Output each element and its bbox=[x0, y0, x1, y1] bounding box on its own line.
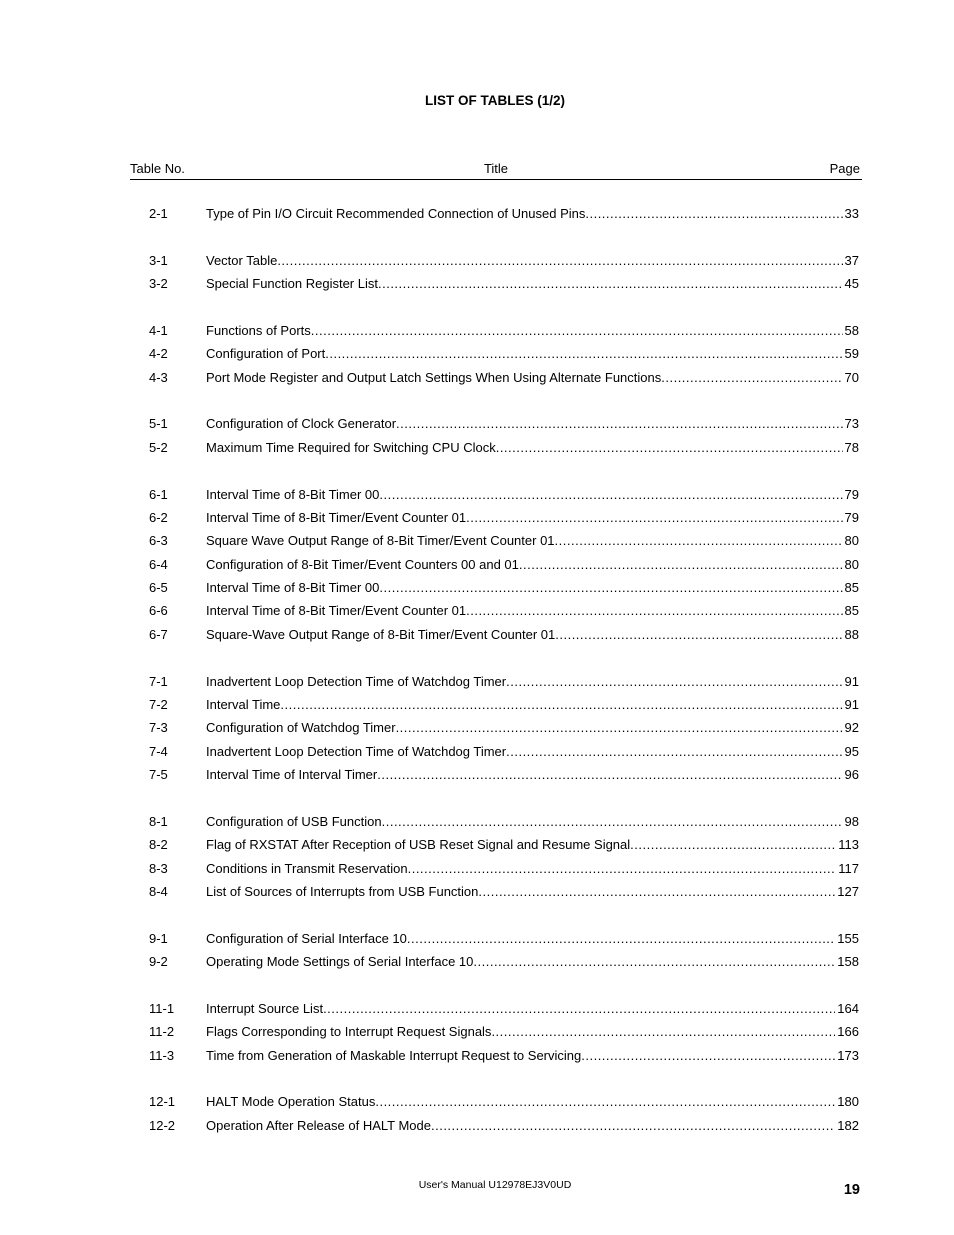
table-row bbox=[0, 1092, 954, 1112]
table-number: 8-1 bbox=[149, 814, 168, 829]
table-row bbox=[0, 835, 954, 855]
table-row bbox=[0, 601, 954, 621]
page-number: 19 bbox=[843, 1182, 860, 1198]
table-entry bbox=[206, 812, 859, 832]
dot-leader bbox=[382, 812, 843, 832]
table-number: 4-1 bbox=[149, 323, 168, 338]
table-page: 88 bbox=[844, 627, 859, 642]
header-table-no: Table No. bbox=[130, 161, 185, 176]
table-number: 8-4 bbox=[149, 884, 168, 899]
table-title: Configuration of Watchdog Timer bbox=[206, 720, 396, 735]
table-entry bbox=[206, 1116, 859, 1136]
table-row bbox=[0, 695, 954, 715]
dot-leader bbox=[377, 765, 842, 785]
table-number: 2-1 bbox=[149, 206, 168, 221]
table-page: 37 bbox=[844, 253, 859, 268]
table-entry bbox=[206, 1092, 859, 1112]
table-number: 7-5 bbox=[149, 767, 168, 782]
table-entry bbox=[206, 438, 859, 458]
table-row bbox=[0, 672, 954, 692]
table-row bbox=[0, 555, 954, 575]
table-page: 73 bbox=[844, 416, 859, 431]
dot-leader bbox=[473, 952, 835, 972]
table-page: 155 bbox=[837, 931, 859, 946]
table-title: Operating Mode Settings of Serial Interface 10 bbox=[206, 954, 474, 969]
dot-leader bbox=[585, 204, 842, 224]
dot-leader bbox=[311, 321, 843, 341]
table-number: 6-6 bbox=[149, 603, 168, 618]
table-title: Time from Generation of Maskable Interrupt Request to Servicing bbox=[206, 1048, 582, 1063]
table-title: Configuration of 8-Bit Timer/Event Counters 00 and 01 bbox=[206, 557, 519, 572]
table-row bbox=[0, 508, 954, 528]
table-number: 11-2 bbox=[149, 1024, 175, 1039]
table-row bbox=[0, 812, 954, 832]
footer-manual-id: User's Manual U12978EJ3V0UD bbox=[418, 1179, 572, 1191]
table-row bbox=[0, 414, 954, 434]
table-number: 6-3 bbox=[149, 533, 168, 548]
table-title: Flag of RXSTAT After Reception of USB Reset Signal and Resume Signal bbox=[206, 837, 631, 852]
dot-leader bbox=[519, 555, 843, 575]
dot-leader bbox=[277, 251, 842, 271]
table-entry bbox=[206, 601, 859, 621]
table-number: 12-2 bbox=[149, 1118, 176, 1133]
dot-leader bbox=[407, 929, 835, 949]
dot-leader bbox=[661, 368, 842, 388]
table-title: Interval Time of 8-Bit Timer/Event Counter 01 bbox=[206, 510, 467, 525]
table-entry bbox=[206, 999, 859, 1019]
dot-leader bbox=[466, 508, 842, 528]
table-page: 96 bbox=[844, 767, 859, 782]
table-row bbox=[0, 204, 954, 224]
dot-leader bbox=[466, 601, 842, 621]
table-page: 45 bbox=[844, 276, 859, 291]
table-row bbox=[0, 1046, 954, 1066]
table-entry bbox=[206, 368, 859, 388]
page-title: LIST OF TABLES (1/2) bbox=[424, 93, 565, 108]
header-title: Title bbox=[483, 161, 509, 176]
table-page: 95 bbox=[844, 744, 859, 759]
dot-leader bbox=[408, 859, 837, 879]
table-title: Port Mode Register and Output Latch Settings When Using Alternate Functions bbox=[206, 370, 662, 385]
table-entry bbox=[206, 485, 859, 505]
table-title: Interval Time bbox=[206, 697, 281, 712]
table-page: 85 bbox=[844, 580, 859, 595]
table-entry bbox=[206, 555, 859, 575]
table-entry bbox=[206, 672, 859, 692]
table-entry bbox=[206, 251, 859, 271]
table-page: 182 bbox=[837, 1118, 859, 1133]
table-row bbox=[0, 765, 954, 785]
table-row bbox=[0, 368, 954, 388]
table-number: 7-2 bbox=[149, 697, 168, 712]
table-row bbox=[0, 742, 954, 762]
table-row bbox=[0, 999, 954, 1019]
table-title: Special Function Register List bbox=[206, 276, 378, 291]
table-title: Maximum Time Required for Switching CPU Clock bbox=[206, 440, 496, 455]
table-number: 6-7 bbox=[149, 627, 168, 642]
dot-leader bbox=[379, 578, 842, 598]
header-page: Page bbox=[829, 161, 860, 176]
table-number: 12-1 bbox=[149, 1094, 176, 1109]
table-title: Operation After Release of HALT Mode bbox=[206, 1118, 431, 1133]
table-entry bbox=[206, 625, 859, 645]
dot-leader bbox=[630, 835, 836, 855]
table-entry bbox=[206, 695, 859, 715]
dot-leader bbox=[323, 999, 835, 1019]
table-title: Vector Table bbox=[206, 253, 278, 268]
table-number: 7-3 bbox=[149, 720, 168, 735]
dot-leader bbox=[375, 1092, 835, 1112]
table-title: Configuration of Serial Interface 10 bbox=[206, 931, 407, 946]
table-page: 85 bbox=[844, 603, 859, 618]
table-row bbox=[0, 1022, 954, 1042]
dot-leader bbox=[506, 742, 842, 762]
table-row bbox=[0, 952, 954, 972]
table-title: Configuration of Clock Generator bbox=[206, 416, 397, 431]
table-title: Square Wave Output Range of 8-Bit Timer/Event Counter 01 bbox=[206, 533, 555, 548]
table-row bbox=[0, 438, 954, 458]
table-row bbox=[0, 882, 954, 902]
dot-leader bbox=[555, 531, 843, 551]
table-row bbox=[0, 344, 954, 364]
table-entry bbox=[206, 578, 859, 598]
table-entry bbox=[206, 882, 859, 902]
table-entry bbox=[206, 508, 859, 528]
table-number: 5-2 bbox=[149, 440, 168, 455]
table-number: 6-5 bbox=[149, 580, 168, 595]
table-number: 7-4 bbox=[149, 744, 168, 759]
dot-leader bbox=[478, 882, 835, 902]
table-entry bbox=[206, 929, 859, 949]
table-title: Interval Time of 8-Bit Timer 00 bbox=[206, 580, 380, 595]
table-row bbox=[0, 578, 954, 598]
table-entry bbox=[206, 1046, 859, 1066]
table-entry bbox=[206, 414, 859, 434]
table-title: Type of Pin I/O Circuit Recommended Connection of Unused Pins bbox=[206, 206, 586, 221]
table-entry bbox=[206, 344, 859, 364]
table-row bbox=[0, 625, 954, 645]
dot-leader bbox=[496, 438, 843, 458]
table-row bbox=[0, 321, 954, 341]
table-entry bbox=[206, 952, 859, 972]
table-row bbox=[0, 929, 954, 949]
dot-leader bbox=[280, 695, 842, 715]
table-title: Configuration of USB Function bbox=[206, 814, 382, 829]
table-title: Interrupt Source List bbox=[206, 1001, 324, 1016]
dot-leader bbox=[431, 1116, 835, 1136]
table-title: Interval Time of 8-Bit Timer 00 bbox=[206, 487, 380, 502]
dot-leader bbox=[396, 718, 843, 738]
table-number: 11-3 bbox=[149, 1048, 175, 1063]
table-page: 78 bbox=[844, 440, 859, 455]
table-entry bbox=[206, 531, 859, 551]
table-entry bbox=[206, 765, 859, 785]
table-number: 7-1 bbox=[149, 674, 168, 689]
table-number: 3-1 bbox=[149, 253, 168, 268]
table-page: 80 bbox=[844, 533, 859, 548]
table-page: 173 bbox=[837, 1048, 859, 1063]
table-page: 92 bbox=[844, 720, 859, 735]
table-entry bbox=[206, 274, 859, 294]
table-title: Functions of Ports bbox=[206, 323, 311, 338]
dot-leader bbox=[325, 344, 842, 364]
table-entry bbox=[206, 718, 859, 738]
table-entry bbox=[206, 742, 859, 762]
table-title: HALT Mode Operation Status bbox=[206, 1094, 376, 1109]
table-number: 6-4 bbox=[149, 557, 168, 572]
table-entry bbox=[206, 204, 859, 224]
table-number: 9-1 bbox=[149, 931, 168, 946]
table-title: Inadvertent Loop Detection Time of Watchdog Timer bbox=[206, 674, 507, 689]
table-title: Flags Corresponding to Interrupt Request Signals bbox=[206, 1024, 492, 1039]
dot-leader bbox=[396, 414, 842, 434]
table-row bbox=[0, 859, 954, 879]
table-number: 5-1 bbox=[149, 416, 168, 431]
table-title: Interval Time of Interval Timer bbox=[206, 767, 378, 782]
table-page: 113 bbox=[838, 837, 859, 852]
table-row bbox=[0, 1116, 954, 1136]
table-row bbox=[0, 531, 954, 551]
table-title: Conditions in Transmit Reservation bbox=[206, 861, 408, 876]
table-page: 166 bbox=[837, 1024, 859, 1039]
table-title: Interval Time of 8-Bit Timer/Event Counter 01 bbox=[206, 603, 467, 618]
dot-leader bbox=[506, 672, 842, 692]
table-number: 11-1 bbox=[149, 1001, 175, 1016]
table-title: Configuration of Port bbox=[206, 346, 326, 361]
dot-leader bbox=[379, 485, 842, 505]
table-number: 3-2 bbox=[149, 276, 168, 291]
table-page: 59 bbox=[844, 346, 859, 361]
table-page: 180 bbox=[837, 1094, 859, 1109]
table-number: 4-3 bbox=[149, 370, 168, 385]
table-page: 91 bbox=[844, 697, 859, 712]
dot-leader bbox=[378, 274, 843, 294]
table-page: 158 bbox=[837, 954, 859, 969]
dot-leader bbox=[555, 625, 842, 645]
table-page: 70 bbox=[844, 370, 859, 385]
table-title: Inadvertent Loop Detection Time of Watchdog Timer bbox=[206, 744, 507, 759]
table-entry bbox=[206, 321, 859, 341]
table-title: List of Sources of Interrupts from USB Function bbox=[206, 884, 479, 899]
table-title: Square-Wave Output Range of 8-Bit Timer/Event Counter 01 bbox=[206, 627, 556, 642]
table-page: 98 bbox=[844, 814, 859, 829]
table-page: 164 bbox=[837, 1001, 859, 1016]
dot-leader bbox=[581, 1046, 835, 1066]
table-number: 4-2 bbox=[149, 346, 168, 361]
dot-leader bbox=[491, 1022, 835, 1042]
table-page: 79 bbox=[844, 510, 859, 525]
table-entry bbox=[206, 1022, 859, 1042]
table-page: 33 bbox=[844, 206, 859, 221]
table-entry bbox=[206, 835, 859, 855]
table-page: 79 bbox=[844, 487, 859, 502]
table-row bbox=[0, 274, 954, 294]
table-page: 80 bbox=[844, 557, 859, 572]
table-row bbox=[0, 251, 954, 271]
table-page: 117 bbox=[838, 861, 859, 876]
table-number: 9-2 bbox=[149, 954, 168, 969]
table-row bbox=[0, 485, 954, 505]
table-number: 6-1 bbox=[149, 487, 168, 502]
table-page: 91 bbox=[844, 674, 859, 689]
table-page: 127 bbox=[837, 884, 859, 899]
table-number: 8-2 bbox=[149, 837, 168, 852]
table-number: 6-2 bbox=[149, 510, 168, 525]
table-row bbox=[0, 718, 954, 738]
table-page: 58 bbox=[844, 323, 859, 338]
table-header bbox=[130, 161, 862, 180]
table-number: 8-3 bbox=[149, 861, 168, 876]
table-entry bbox=[206, 859, 859, 879]
